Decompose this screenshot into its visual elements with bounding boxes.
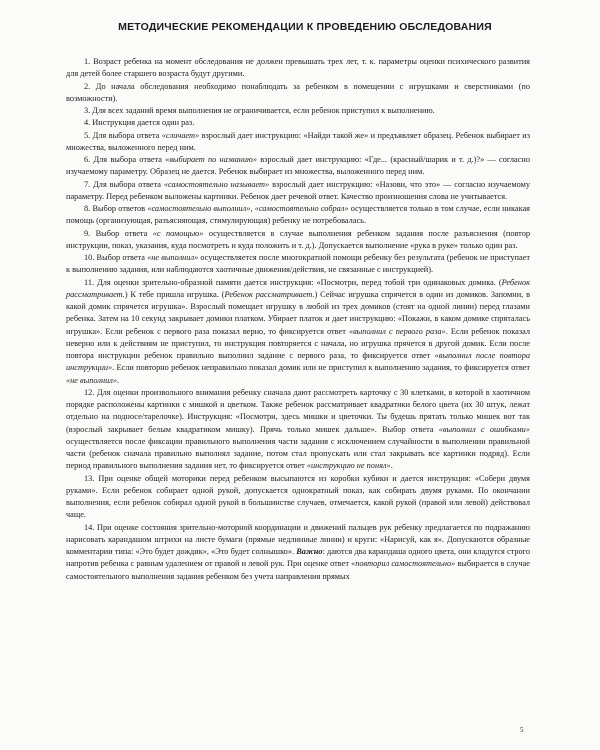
paragraph-text-run: Ребенок рассматривает. bbox=[224, 289, 315, 299]
paragraph-10 bbox=[66, 252, 530, 277]
paragraph-text-run: 3. Для всех заданий время выполнения не ограничивается, если ребенок приступил к выполнению. bbox=[84, 106, 435, 115]
paragraph-5 bbox=[66, 130, 530, 155]
paragraph-text-run: осуществляется в случае выполнения ребенком задания после разъяснения (повтор инструкции, показ, указания, куда посмотреть и куда положить и т. д.). Допускается выполнение «рука в руке» только один раз. bbox=[66, 228, 530, 250]
paragraph-text-run: «не выполнил» bbox=[66, 375, 117, 385]
paragraph-1 bbox=[66, 56, 530, 81]
paragraph-text-run: Важно bbox=[296, 547, 323, 556]
paragraph-text-run: ) Сейчас игрушка спрячется в один из домиков. Запомни, в какой домик спрячется игрушка». Взрослый помещает игрушку в любой из трех домиков (стоят на одной линии) перед глазами ребенка. Затем на 10 секунд закрывает домики платком. Убирает платок и дает инструкцию: «Покажи, в каком домике спряталась игрушка». Если ребенок с первого раза показал верно, то фиксируется ответ bbox=[66, 289, 531, 336]
paragraph-text-run: «инструкцию не понял» bbox=[306, 461, 391, 471]
paragraph-9 bbox=[66, 228, 530, 253]
paragraph-text-run: «выбирает по названию» bbox=[165, 155, 257, 164]
paragraph-text-run: 1. Возраст ребенка на момент обследования не должен превышать трех лет, т. к. параметры оценки психического развития для детей более старшего возраста будут другими. bbox=[66, 57, 530, 79]
paragraph-text-run: Ребенок рассматривает. bbox=[66, 277, 530, 299]
paragraph-text-run: 10. Выбор ответа bbox=[84, 253, 148, 262]
paragraph-text-run: 11. Для оценки зрительно-образной памяти дается инструкция: «Посмотри, перед тобой три одинаковых домика. ( bbox=[84, 277, 502, 287]
paragraph-text-run: 9. Выбор ответа bbox=[84, 228, 153, 238]
paragraph-text-run: «выполнил с первого раза» bbox=[348, 326, 446, 336]
paragraph-text-run: «сличает» bbox=[161, 130, 200, 140]
paragraph-4 bbox=[66, 117, 530, 129]
paragraph-text-run: «с помощью» bbox=[152, 228, 204, 238]
paragraph-13 bbox=[66, 473, 530, 522]
paragraph-text-run: осуществляется после многократной помощи ребенку без результата (ребенок не приступает к выполнению задания, или наблюдаются хаотичные движения/действия, не связанные с инструкцией). bbox=[66, 253, 530, 275]
paragraph-text-run: взрослый дает инструкцию: «Назови, что это» — согласно изучаемому параметру. Перед ребенком выложены картинки. Ребенок дает речевой ответ. Качество произношения слова не учитывается. bbox=[66, 179, 530, 201]
paragraph-2 bbox=[66, 81, 530, 106]
paragraph-8 bbox=[66, 203, 530, 228]
paragraph-text-run: . bbox=[116, 375, 120, 385]
paragraph-text-run: «повторил самостоятельно» bbox=[351, 559, 456, 569]
paragraph-text-run: 4. Инструкция дается один раз. bbox=[84, 118, 195, 128]
paragraph-text-run: «не выполнил» bbox=[147, 253, 199, 262]
paragraph-text-run: «самостоятельно выполнил», «самостоятельно собрал» bbox=[147, 204, 349, 213]
paragraph-text-run: «выполнил после повтора инструкции» bbox=[66, 351, 530, 373]
page-number: 5 bbox=[520, 726, 524, 734]
paragraph-11 bbox=[66, 277, 530, 387]
paragraph-7 bbox=[66, 179, 530, 204]
paragraph-text-run: 2. До начала обследования необходимо понаблюдать за ребенком в помещении с игрушками и сверстниками (по возможности). bbox=[66, 81, 530, 103]
paragraph-text-run: 5. Для выбора ответа bbox=[84, 130, 162, 140]
paragraph-text-run: выбирается в случае самостоятельного выполнения задания ребенком без учета направления прямых bbox=[66, 559, 530, 581]
paragraph-text-run: . Если ребенок показал неверно или к действиям не приступил, то инструкция повторяется с начала, но игрушка прячется в другой домик. Если после повтора инструкции ребенок правильно выполнил задание с первого раза, то фиксируется ответ bbox=[66, 326, 530, 360]
paragraph-text-run: 7. Для выбора ответа bbox=[84, 179, 164, 189]
paragraph-text-run: . Если повторно ребенок неправильно показал домик или не приступил к выполнению задания, то фиксируется ответ bbox=[112, 363, 530, 373]
paragraph-6 bbox=[66, 154, 530, 179]
paragraph-text-run: «выполнил с ошибками» bbox=[438, 424, 530, 434]
paragraph-text-run: 14. При оценке состояния зрительно-моторной координации и движений пальцев рук ребенку предлагается по подражанию нарисовать карандашом штрихи на листе бумаги (прямые недлинные линии) и круги: «Нарисуй, как я». Допускаются образные комментарии типа: «Это будет дождик», «Это будет солнышко». bbox=[66, 522, 530, 556]
paragraph-text-run: «самостоятельно называет» bbox=[163, 179, 270, 189]
paragraph-text-run: : даются два карандаша одного цвета, они кладутся строго напротив ребенка с равным удалением от правой и левой рук. При оценке ответ bbox=[66, 547, 530, 569]
paragraph-3 bbox=[66, 105, 530, 117]
paragraph-12 bbox=[66, 387, 530, 473]
paragraph-14 bbox=[66, 522, 530, 583]
page-title: МЕТОДИЧЕСКИЕ РЕКОМЕНДАЦИИ К ПРОВЕДЕНИЮ ОБСЛЕДОВАНИЯ bbox=[118, 21, 492, 33]
paragraph-text-run: 8. Выбор ответов bbox=[84, 204, 148, 213]
paragraph-text-run: 12. Для оценки произвольного внимания ребенку сначала дают рассмотреть карточку с 30 клетками, в которой в хаотичном порядке расположены картинки с мишкой и цветком. Также ребенок рассматривает квадратики белого цвета (их 30 штук, лежат отдельно на подносе/тарелочке). Инструкция: «Посмотри, здесь мишки и цветочки. Ты будешь прятать только мишек вот так (взрослый закрывает белым квадратиком мишку). Прячь только мишек дальше». Выбор ответа bbox=[66, 387, 530, 434]
paragraph-text-run: осуществляется только в том случае, если никакая помощь (организующая, разъясняющая, стимулирующая) ребенку не потребовалась. bbox=[66, 204, 530, 226]
paragraph-text-run: взрослый дает инструкцию: «Где... (красный/шарик и т. д.)?» — согласно изучаемому параметру. Образец не дается. Ребенок выбирает из множества, выложенного перед ним. bbox=[66, 155, 530, 177]
paragraph-text-run: 6. Для выбора ответа bbox=[84, 155, 166, 164]
paragraph-text-run: . bbox=[390, 461, 393, 471]
paragraph-text-run: взрослый дает инструкцию: «Найди такой же» и предъявляет образец. Ребенок выбирает из множества, выложенного перед ним. bbox=[66, 130, 530, 152]
paragraph-text-run: осуществляется после фиксации правильного выполнения части задания с исключением случайности в выполнении правильной части (ребенок сначала правильно выполнял задание, потом стал пропускать или стал закрывать все картинки подряд). Если период правильного выполнения задания нет, то фиксируется ответ bbox=[66, 436, 530, 471]
document-body bbox=[66, 56, 530, 583]
paragraph-text-run: ) К тебе пришла игрушка. ( bbox=[124, 289, 225, 299]
paragraph-text-run: 13. При оценке общей моторики перед ребенком высыпаются из коробки кубики и дается инструкция: «Собери двумя руками». Если ребенок собирает одной рукой, допускается однократный показ, как собирать двумя руками. По окончании выполнения, если ребенок собирал одной рукой в большинстве случаев, отмечается, какой рукой (правой или левой) действовал чаще. bbox=[66, 473, 530, 520]
